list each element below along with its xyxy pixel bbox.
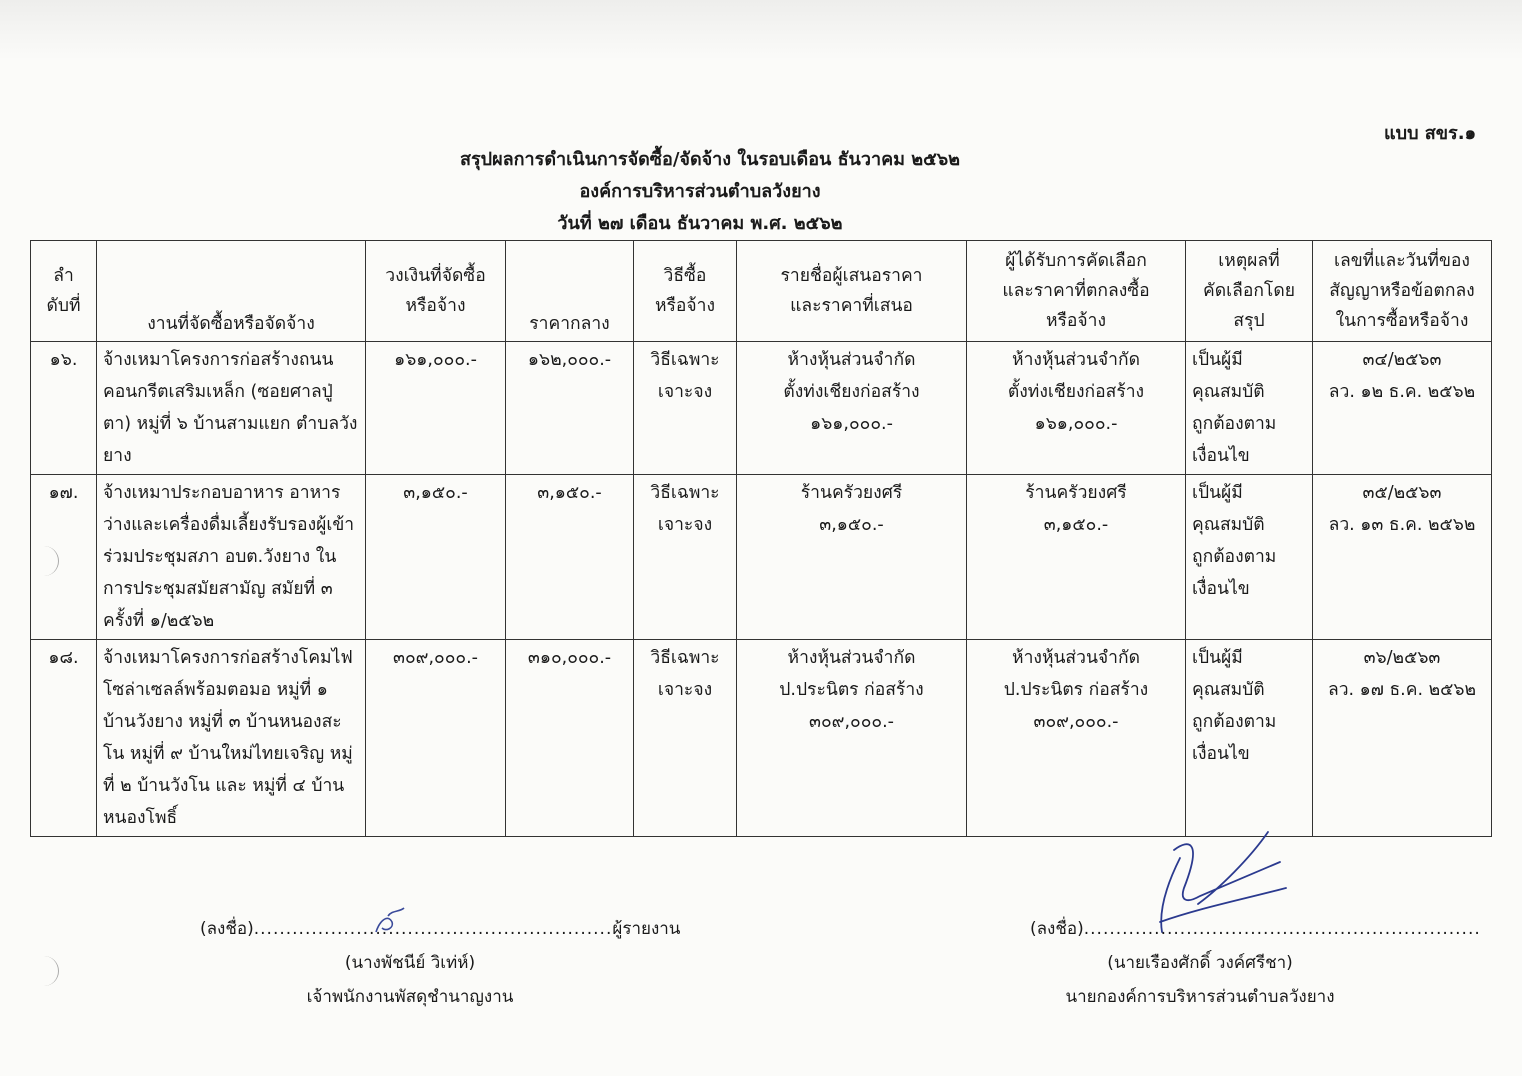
row-method: วิธีเฉพาะ เจาะจง <box>634 342 737 475</box>
row-reason: เป็นผู้มี คุณสมบัติ ถูกต้องตาม เงื่อนไข <box>1186 475 1313 640</box>
header-median-price: ราคากลาง <box>506 241 634 342</box>
row-budget: ๓,๑๕๐.- <box>366 475 506 640</box>
header-work: งานที่จัดซื้อหรือจัดจ้าง <box>97 241 366 342</box>
row-bidder: ร้านครัวยงศรี ๓,๑๕๐.- <box>737 475 967 640</box>
row-no: ๑๗. <box>31 475 97 640</box>
title-line-3: วันที่ ๒๗ เดือน ธันวาคม พ.ศ. ๒๕๖๒ <box>557 213 843 234</box>
row-budget: ๓๐๙,๐๐๐.- <box>366 640 506 837</box>
table-header-row <box>31 241 1492 342</box>
paper-fold-shading <box>0 0 1522 60</box>
document-title <box>460 144 961 240</box>
mayor-position: นายกองค์การบริหารส่วนตำบลวังยาง <box>1065 987 1335 1007</box>
punch-hole-mark <box>36 956 59 986</box>
table-row <box>31 640 1492 837</box>
row-selected: ร้านครัวยงศรี ๓,๑๕๐.- <box>967 475 1186 640</box>
row-median-price: ๓,๑๕๐.- <box>506 475 634 640</box>
mayor-signature-block <box>1030 912 1481 1014</box>
row-budget: ๑๖๑,๐๐๐.- <box>366 342 506 475</box>
row-contract: ๓๕/๒๕๖๓ ลว. ๑๓ ธ.ค. ๒๕๖๒ <box>1313 475 1492 640</box>
row-work: จ้างเหมาโครงการก่อสร้างถนนคอนกรีตเสริมเหล็ก (ซอยศาลปู่ตา) หมู่ที่ ๖ บ้านสามแยก ตำบลวังยาง <box>97 342 366 475</box>
procurement-table <box>30 240 1492 837</box>
row-method: วิธีเฉพาะ เจาะจง <box>634 640 737 837</box>
row-bidder: ห้างหุ้นส่วนจำกัด ตั้งท่งเชียงก่อสร้าง ๑๖๑,๐๐๐.- <box>737 342 967 475</box>
mayor-name: (นายเรืองศักดิ์ วงค์ศรีชา) <box>1107 953 1293 973</box>
header-method: วิธีซื้อ หรือจ้าง <box>634 241 737 342</box>
reporter-sign-line: (ลงชื่อ)........................................................ผู้รายงาน <box>200 919 681 939</box>
reporter-position: เจ้าพนักงานพัสดุชำนาญงาน <box>306 987 514 1007</box>
row-median-price: ๑๖๒,๐๐๐.- <box>506 342 634 475</box>
table-row <box>31 475 1492 640</box>
title-line-2: องค์การบริหารส่วนตำบลวังยาง <box>579 181 821 202</box>
mayor-sign-line: (ลงชื่อ).............................................................. <box>1030 919 1481 939</box>
row-no: ๑๖. <box>31 342 97 475</box>
table-row <box>31 342 1492 475</box>
reporter-signature-block <box>200 912 681 1014</box>
row-method: วิธีเฉพาะ เจาะจง <box>634 475 737 640</box>
form-code: แบบ สขร.๑ <box>1384 123 1476 144</box>
row-bidder: ห้างหุ้นส่วนจำกัด ป.ประนิตร ก่อสร้าง ๓๐๙,๐๐๐.- <box>737 640 967 837</box>
row-selected: ห้างหุ้นส่วนจำกัด ตั้งท่งเชียงก่อสร้าง ๑๖๑,๐๐๐.- <box>967 342 1186 475</box>
reporter-name: (นางพัชนีย์ วิเท่ห์) <box>344 953 476 973</box>
row-work: จ้างเหมาโครงการก่อสร้างโคมไฟโซล่าเซลล์พร้อมตอมอ หมู่ที่ ๑ บ้านวังยาง หมู่ที่ ๓ บ้านหนองสะโน หมู่ที่ ๙ บ้านใหม่ไทยเจริญ หมู่ที่ ๒ บ้านวังโน และ หมู่ที่ ๔ บ้านหนองโพธิ์ <box>97 640 366 837</box>
row-work: จ้างเหมาประกอบอาหาร อาหารว่างและเครื่องดื่มเลี้ยงรับรองผู้เข้าร่วมประชุมสภา อบต.วังยาง ในการประชุมสมัยสามัญ สมัยที่ ๓ ครั้งที่ ๑/๒๕๖๒ <box>97 475 366 640</box>
header-selected: ผู้ได้รับการคัดเลือก และราคาที่ตกลงซื้อ หรือจ้าง <box>967 241 1186 342</box>
header-no: ลำ ดับที่ <box>31 241 97 342</box>
row-contract: ๓๔/๒๕๖๓ ลว. ๑๒ ธ.ค. ๒๕๖๒ <box>1313 342 1492 475</box>
row-contract: ๓๖/๒๕๖๓ ลว. ๑๗ ธ.ค. ๒๕๖๒ <box>1313 640 1492 837</box>
title-line-1: สรุปผลการดำเนินการจัดซื้อ/จัดจ้าง ในรอบเดือน ธันวาคม ๒๕๖๒ <box>460 149 961 170</box>
row-no: ๑๘. <box>31 640 97 837</box>
row-reason: เป็นผู้มี คุณสมบัติ ถูกต้องตาม เงื่อนไข <box>1186 640 1313 837</box>
header-reason: เหตุผลที่ คัดเลือกโดย สรุป <box>1186 241 1313 342</box>
row-reason: เป็นผู้มี คุณสมบัติ ถูกต้องตาม เงื่อนไข <box>1186 342 1313 475</box>
header-bidders: รายชื่อผู้เสนอราคา และราคาที่เสนอ <box>737 241 967 342</box>
header-budget: วงเงินที่จัดซื้อ หรือจ้าง <box>366 241 506 342</box>
header-contract: เลขที่และวันที่ของ สัญญาหรือข้อตกลง ในการซื้อหรือจ้าง <box>1313 241 1492 342</box>
row-median-price: ๓๑๐,๐๐๐.- <box>506 640 634 837</box>
row-selected: ห้างหุ้นส่วนจำกัด ป.ประนิตร ก่อสร้าง ๓๐๙,๐๐๐.- <box>967 640 1186 837</box>
